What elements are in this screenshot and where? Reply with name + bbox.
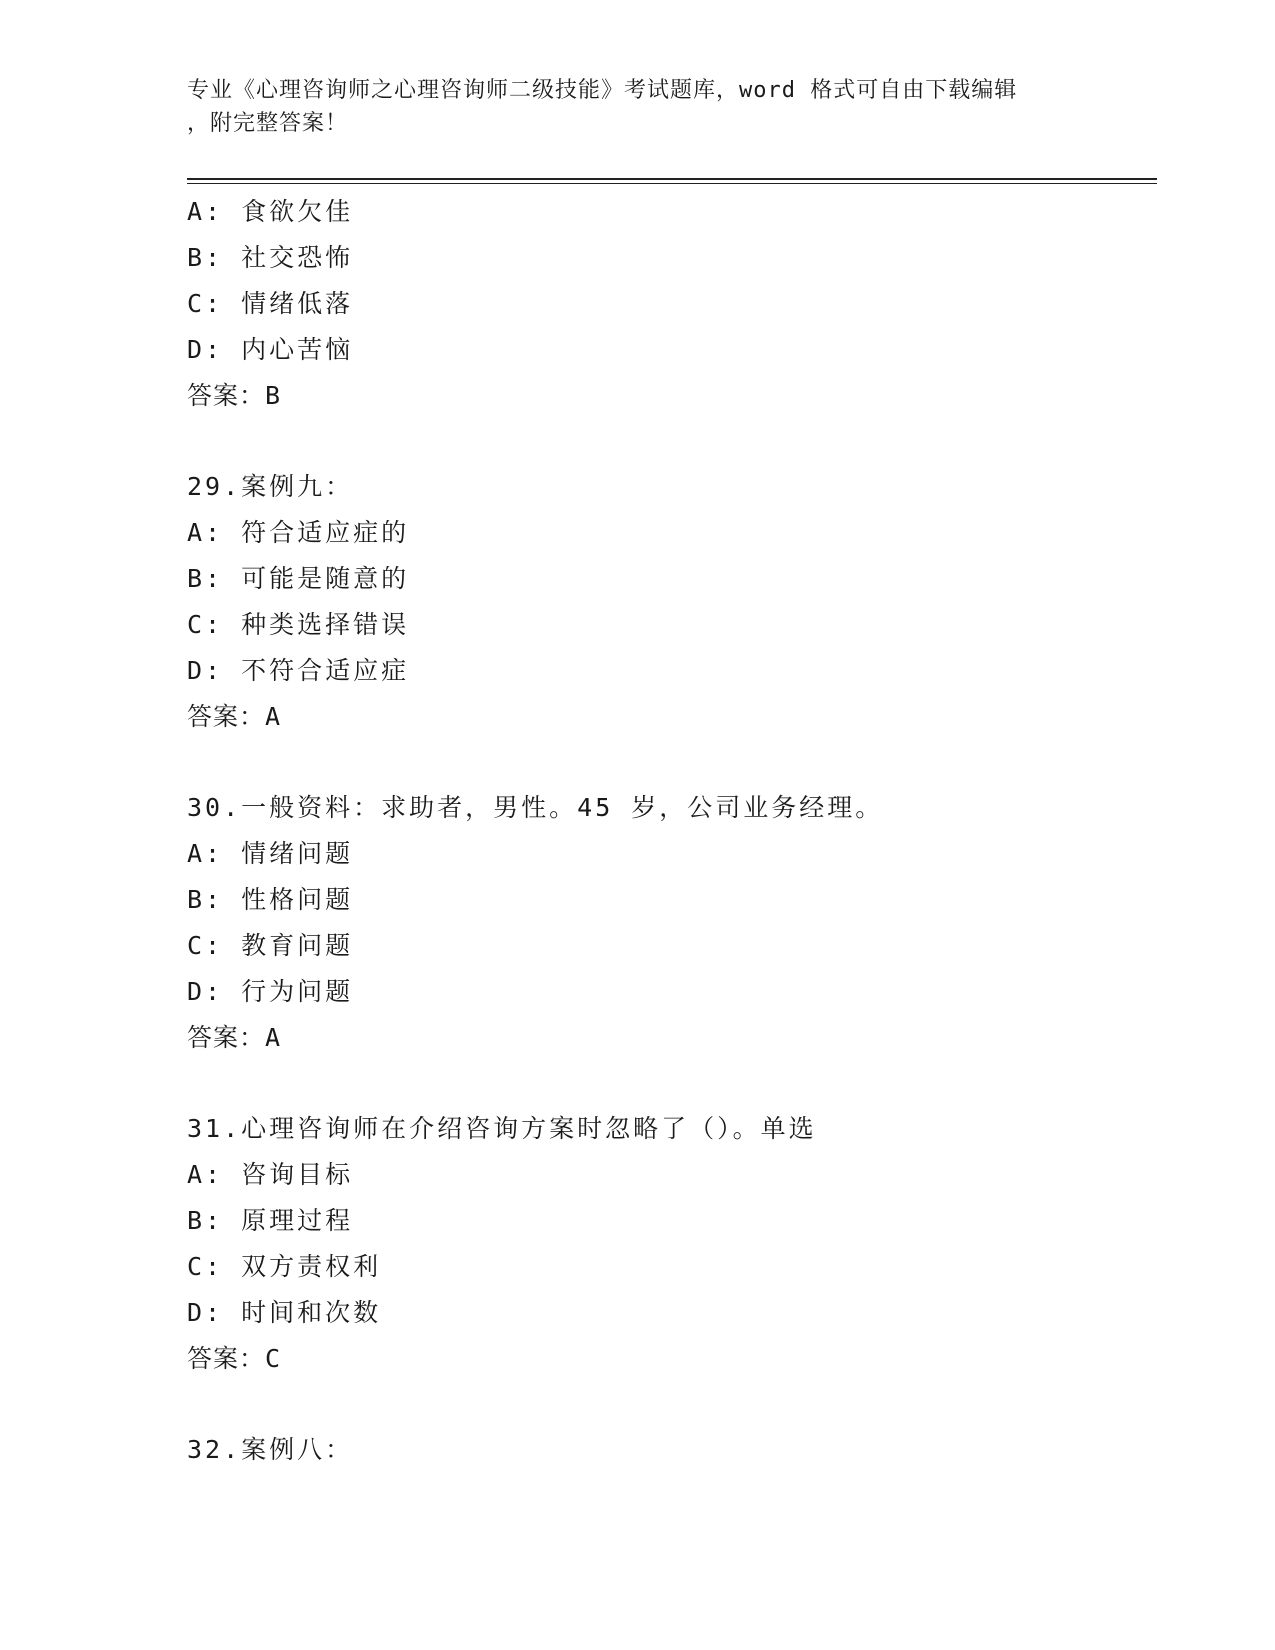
option-c: C: 情绪低落 — [187, 289, 354, 318]
document-header — [187, 74, 1067, 140]
spacer — [187, 1061, 1157, 1106]
answer-line: 答案：B — [187, 381, 282, 410]
option-b: B: 社交恐怖 — [187, 243, 354, 272]
question-block — [187, 1106, 1157, 1382]
option-d: D: 不符合适应症 — [187, 656, 410, 685]
answer-line: 答案：A — [187, 702, 282, 731]
question-list — [187, 189, 1157, 1473]
option-b: B: 原理过程 — [187, 1206, 354, 1235]
spacer — [187, 740, 1157, 785]
question-block — [187, 464, 1157, 740]
question-block — [187, 1427, 1157, 1473]
question-text: 30.一般资料：求助者，男性。45 岁，公司业务经理。 — [187, 793, 884, 822]
question-block — [187, 189, 1157, 419]
header-divider-thin — [187, 183, 1157, 184]
question-text: 31.心理咨询师在介绍咨询方案时忽略了（）。单选 — [187, 1114, 817, 1143]
header-divider-thick — [187, 178, 1157, 180]
spacer — [187, 419, 1157, 464]
option-c: C: 教育问题 — [187, 931, 354, 960]
option-d: D: 行为问题 — [187, 977, 354, 1006]
option-b: B: 可能是随意的 — [187, 564, 410, 593]
option-d: D: 内心苦恼 — [187, 335, 354, 364]
option-a: A: 符合适应症的 — [187, 518, 410, 547]
option-c: C: 双方责权利 — [187, 1252, 382, 1281]
option-b: B: 性格问题 — [187, 885, 354, 914]
option-c: C: 种类选择错误 — [187, 610, 410, 639]
option-a: A: 情绪问题 — [187, 839, 354, 868]
question-text: 29.案例九： — [187, 472, 354, 501]
answer-line: 答案：C — [187, 1344, 282, 1373]
question-block — [187, 785, 1157, 1061]
spacer — [187, 1382, 1157, 1427]
header-title-line-1: 专业《心理咨询师之心理咨询师二级技能》考试题库，word 格式可自由下载编辑 — [187, 78, 1018, 103]
answer-line: 答案：A — [187, 1023, 282, 1052]
header-title-line-2: ，附完整答案！ — [187, 111, 349, 136]
question-text: 32.案例八： — [187, 1435, 354, 1464]
option-d: D: 时间和次数 — [187, 1298, 382, 1327]
option-a: A: 咨询目标 — [187, 1160, 354, 1189]
option-a: A: 食欲欠佳 — [187, 197, 354, 226]
